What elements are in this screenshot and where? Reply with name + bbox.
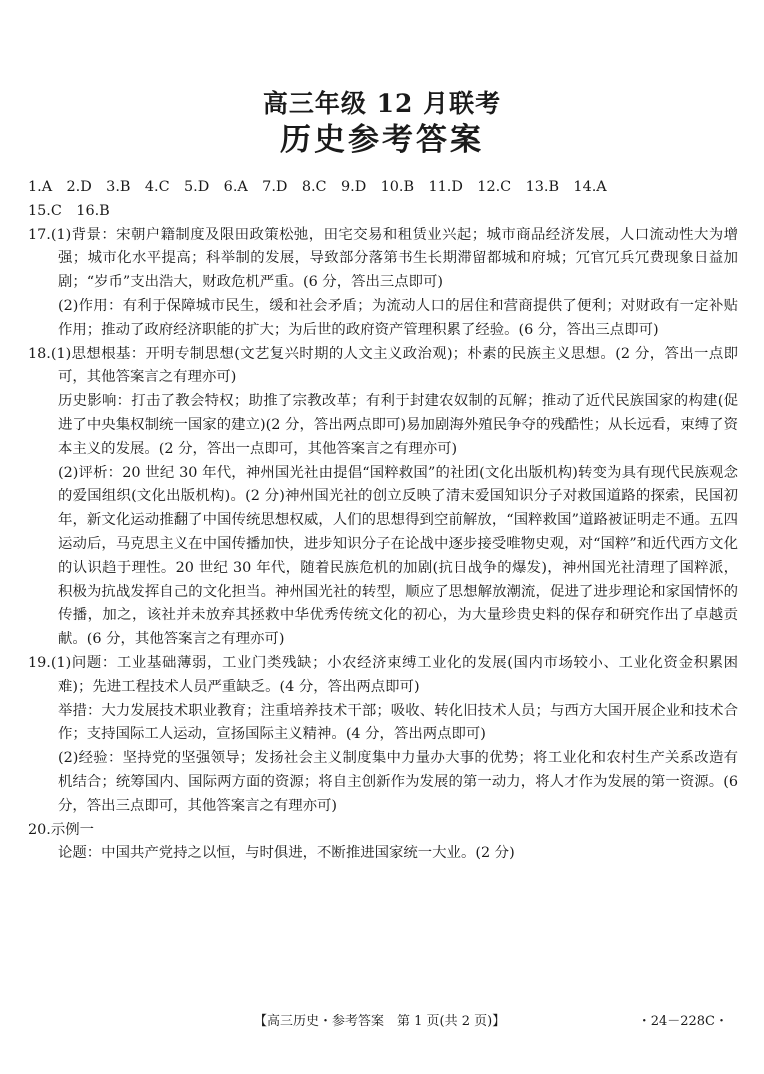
q17-part2: (2)作用：有利于保障城市民生，缓和社会矛盾；为流动人口的居住和营商提供了便利；对财政有一定补贴作用；推动了政府经济职能的扩大；为后世的政府资产管理积累了经验。(6 分，答出三点即可) xyxy=(58,297,738,338)
document-title: 历史参考答案 xyxy=(280,122,484,158)
mc-answers-line-2: 15.C 16.B xyxy=(28,202,110,219)
q20-heading: 20.示例一 xyxy=(28,821,95,838)
question-18 xyxy=(28,343,738,652)
q19-part2: (2)经验：坚持党的坚强领导；发扬社会主义制度集中力量办大事的优势；将工业化和农村生产关系改造有机结合；统筹国内、国际两方面的资源；将自主创新作为发展的第一动力，将人才作为发展的第一资源。(6 分，答出三点即可，其他答案言之有理亦可) xyxy=(58,750,738,814)
mc-answers-line-1: 1.A 2.D 3.B 4.C 5.D 6.A 7.D 8.C 9.D 10.B 11.D 12.C 13.B 14.A xyxy=(28,179,607,195)
footer-page-info: 【高三历史・参考答案 第 1 页(共 2 页)】 xyxy=(254,1014,506,1029)
answer-content xyxy=(28,176,738,866)
q18-part2: (2)评析：20 世纪 30 年代，神州国光社由提倡“国粹救国”的社团(文化出版机构)转变为具有现代民族观念的爱国组织(文化出版机构)。(2 分)神州国光社的创立反映了清末爱国知识分子对救国道路的探索，民国初年，新文化运动推翻了中国传统思想权威，人们的思想得到空前解放，“国粹救国”道路被证明走不通。五四运动后，马克思主义在中国传播加快，进步知识分子在论战中逐步接受唯物史观，对“国粹”和近代西方文化的认识趋于理性。20 世纪 30 年代，随着民族危机的加剧(抗日战争的爆发)，神州国光社清理了国粹派，积极为抗战发挥自己的文化担当。神州国光社的转型，顺应了思想解放潮流，促进了进步理论和家国情怀的传播，加之，该社并未放弃其拯救中华优秀传统文化的初心，为大量珍贵史料的保存和研究作出了卓越贡献。(6 分，其他答案言之有理亦可) xyxy=(58,464,738,648)
footer-exam-code: ・24－228C・ xyxy=(637,1014,728,1029)
q19-part1-measures: 举措：大力发展技术职业教育；注重培养技术干部；吸收、转化旧技术人员；与西方大国开展企业和技术合作；支持国际工人运动，宣扬国际主义精神。(4 分，答出两点即可) xyxy=(58,702,738,743)
q18-part1: 18.(1)思想根基：开明专制思想(文艺复兴时期的人文主义政治观)；朴素的民族主义思想。(2 分，答出一点即可，其他答案言之有理亦可) xyxy=(28,345,738,386)
multiple-choice-answers xyxy=(28,176,738,224)
question-20 xyxy=(28,819,738,867)
q17-part1: 17.(1)背景：宋朝户籍制度及限田政策松弛，田宅交易和租赁业兴起；城市商品经济发展，人口流动性大为增强；城市化水平提高；科举制的发展，导致部分落第书生长期滞留都城和府城；冗官冗兵冗费现象日益加剧；“岁币”支出浩大，财政危机严重。(6 分，答出三点即可) xyxy=(28,226,738,291)
question-19 xyxy=(28,652,738,819)
q19-part1: 19.(1)问题：工业基础薄弱，工业门类残缺；小农经济束缚工业化的发展(国内市场较小、工业化资金积累困难)；先进工程技术人员严重缺乏。(4 分，答出两点即可) xyxy=(28,654,738,695)
q18-part1-impact: 历史影响：打击了教会特权；助推了宗教改革；有利于封建农奴制的瓦解；推动了近代民族国家的构建(促进了中央集权制统一国家的建立)(2 分，答出两点即可)易加剧海外殖民争夺的残酷性；从长远看，束缚了资本主义的发展。(2 分，答出一点即可，其他答案言之有理亦可) xyxy=(58,393,738,457)
exam-title: 高三年级 12 月联考 xyxy=(262,89,502,118)
question-17 xyxy=(28,224,738,343)
q20-thesis: 论题：中国共产党持之以恒，与时俱进，不断推进国家统一大业。(2 分) xyxy=(58,845,515,862)
